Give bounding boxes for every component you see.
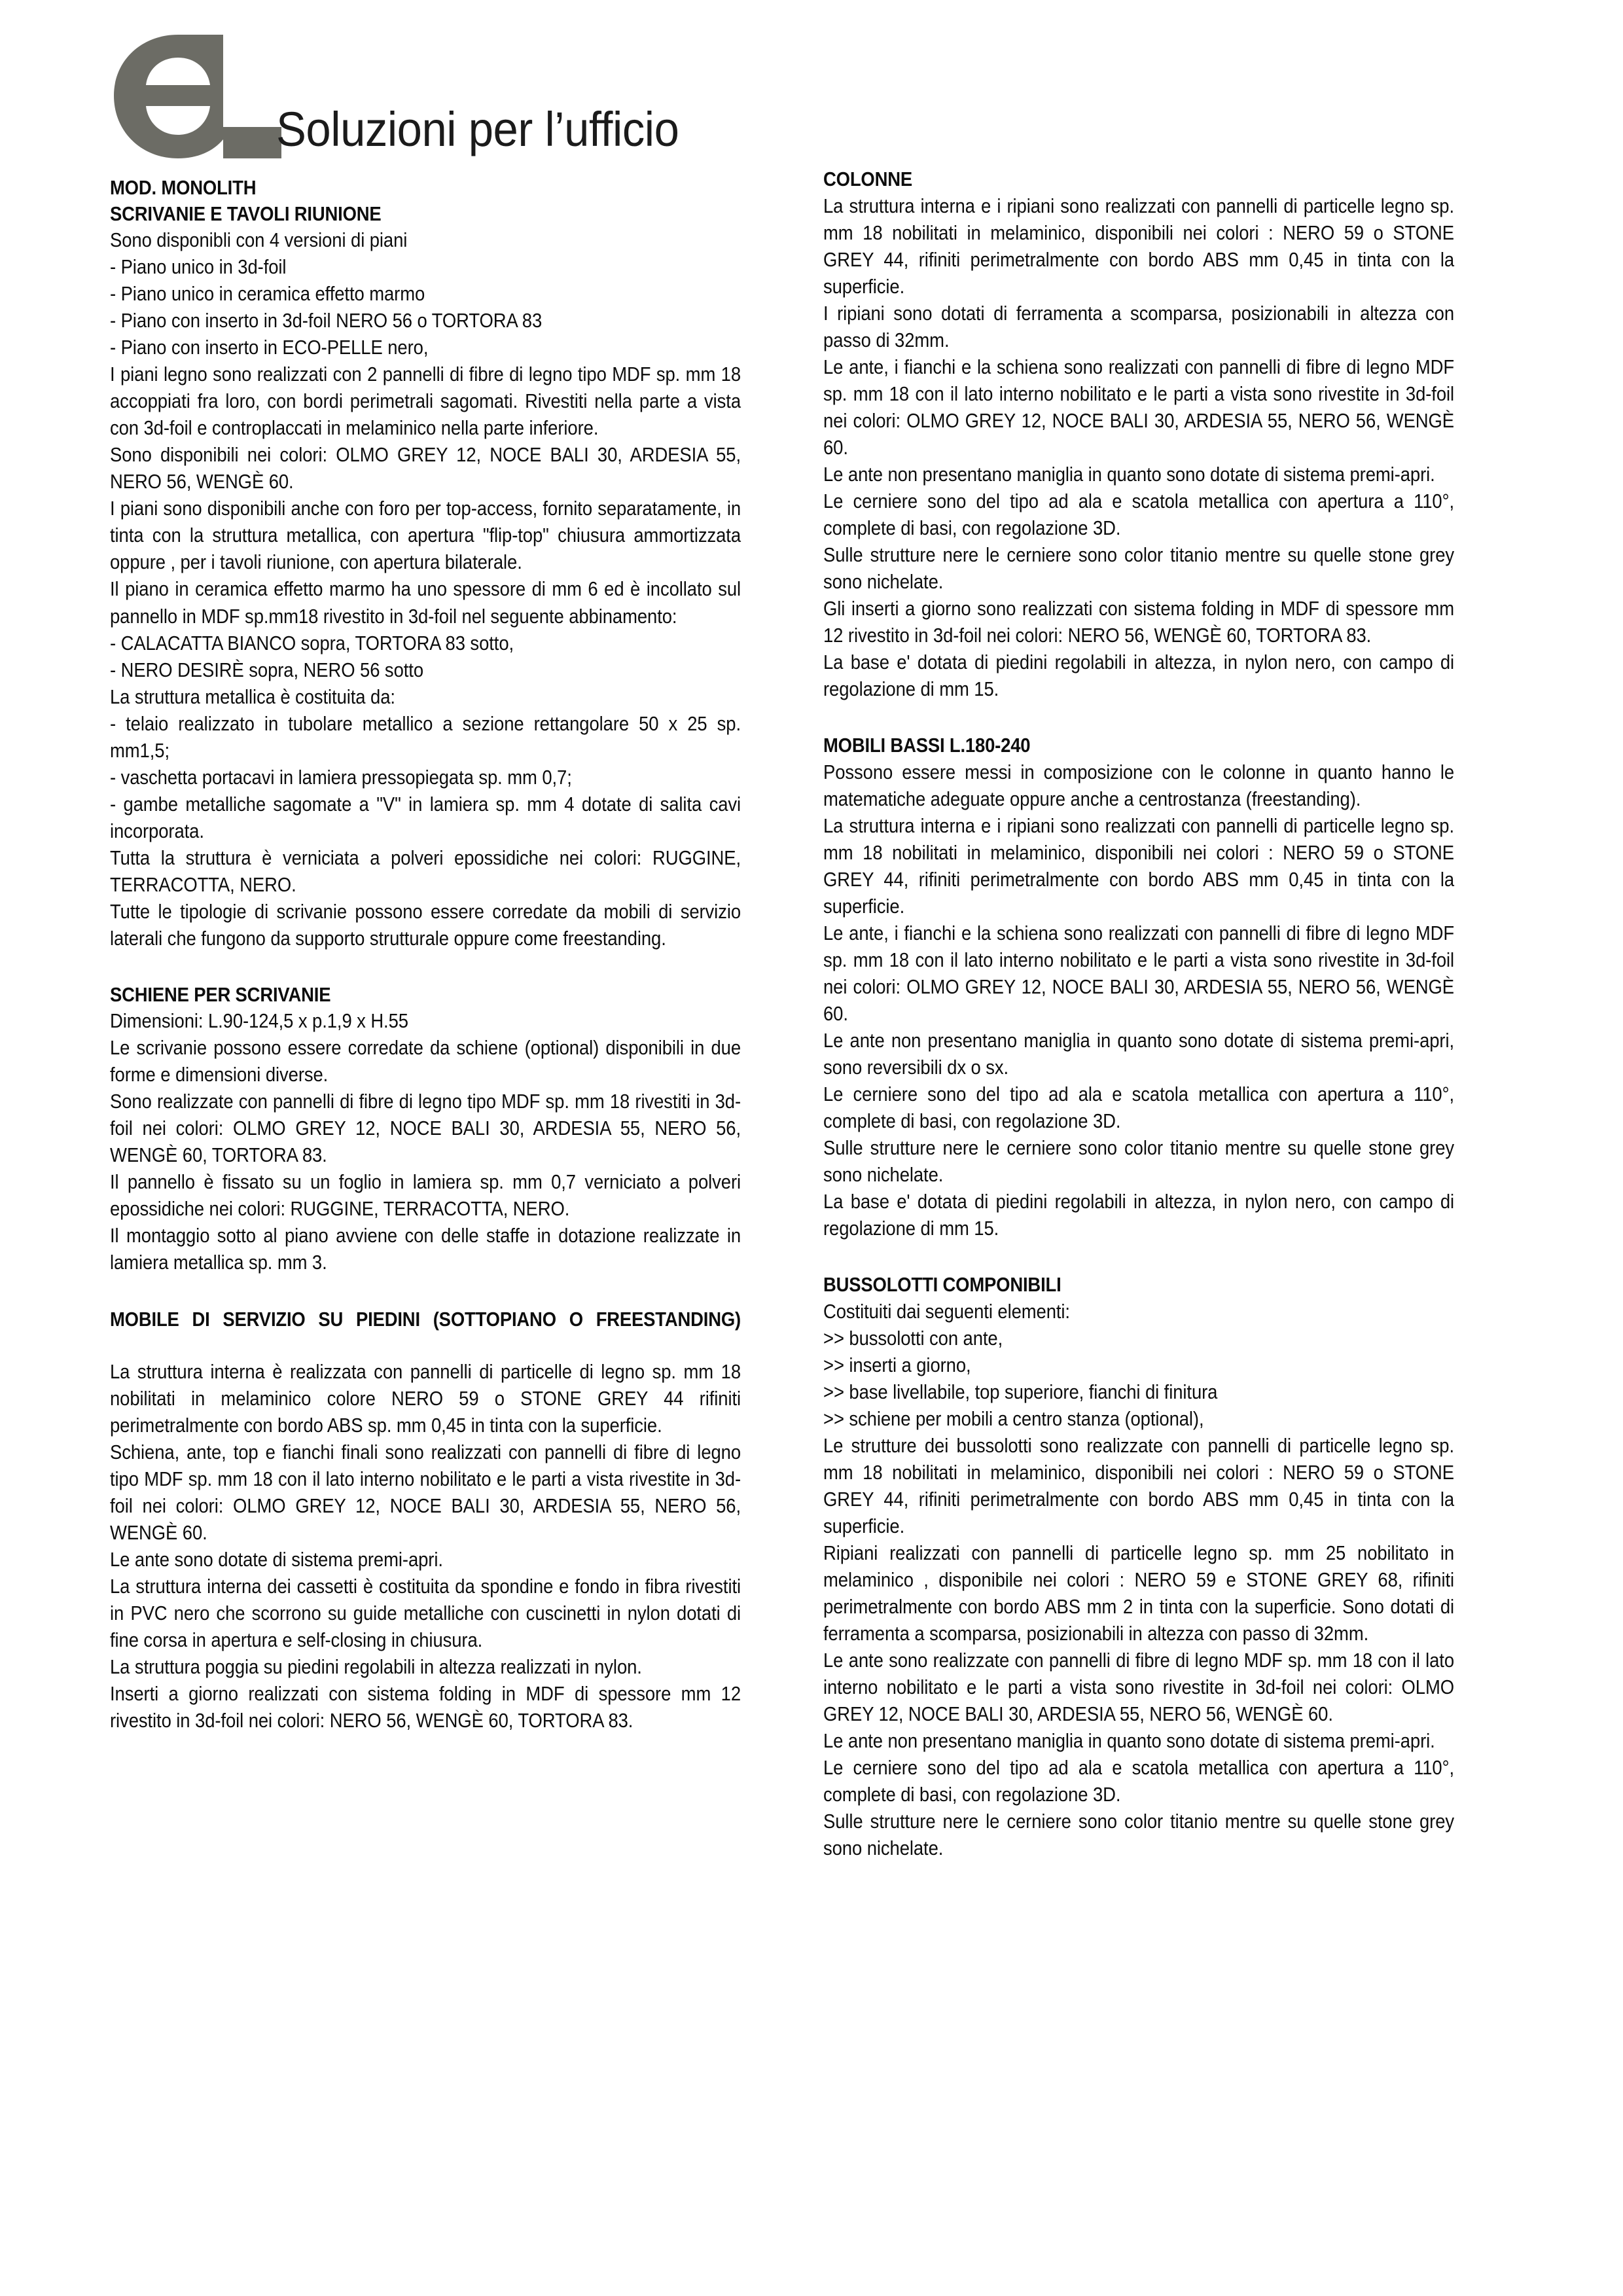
- paragraph: La struttura metallica è costituita da:: [110, 685, 395, 708]
- list-item: >> bussolotti con ante,: [823, 1327, 1003, 1350]
- paragraph: Le strutture dei bussolotti sono realizzate con pannelli di particelle legno sp. mm 18 nobilitati in melaminico, disponibili nei colori : NERO 59 o STONE GREY 44, rifiniti perimetralmente con bordo ABS mm 0,45 in tinta con la superficie.: [823, 1434, 1455, 1537]
- list-item: - Piano con inserto in 3d-foil NERO 56 o TORTORA 83: [110, 310, 543, 332]
- list-item: - telaio realizzato in tubolare metallico a sezione rettangolare 50 x 25 sp. mm1,5;: [110, 712, 741, 762]
- paragraph: Le scrivanie possono essere corredate da schiene (optional) disponibili in due forme e dimensioni diverse.: [110, 1037, 741, 1086]
- paragraph: Sulle strutture nere le cerniere sono color titanio mentre su quelle stone grey sono nichelate.: [823, 543, 1455, 593]
- list-item: - Piano con inserto in ECO-PELLE nero,: [110, 336, 429, 359]
- left-column: [110, 175, 741, 1734]
- paragraph: Sulle strutture nere le cerniere sono color titanio mentre su quelle stone grey sono nichelate.: [823, 1136, 1455, 1186]
- paragraph: La struttura interna e i ripiani sono realizzati con pannelli di particelle legno sp. mm 18 nobilitati in melaminico, disponibili nei colori : NERO 59 o STONE GREY 44, rifiniti perimetralmente con bordo ABS mm 0,45 in tinta con la superficie.: [823, 194, 1455, 298]
- heading-bussolotti-componibili: BUSSOLOTTI COMPONIBILI: [823, 1273, 1061, 1296]
- heading-mobile-di-servizio: MOBILE DI SERVIZIO SU PIEDINI (SOTTOPIANO O FREESTANDING): [110, 1308, 741, 1331]
- heading-schiene-per-scrivanie: SCHIENE PER SCRIVANIE: [110, 983, 331, 1006]
- paragraph: Il pannello è fissato su un foglio in lamiera sp. mm 0,7 verniciato a polveri epossidiche nei colori: RUGGINE, TERRACOTTA, NERO.: [110, 1171, 741, 1221]
- paragraph: Le cerniere sono del tipo ad ala e scatola metallica con apertura a 110°, complete di basi, con regolazione 3D.: [823, 1756, 1455, 1806]
- paragraph: Le cerniere sono del tipo ad ala e scatola metallica con apertura a 110°, complete di basi, con regolazione 3D.: [823, 1083, 1455, 1132]
- list-item: - NERO DESIRÈ sopra, NERO 56 sotto: [110, 658, 423, 681]
- paragraph: Le ante non presentano maniglia in quanto sono dotate di sistema premi-apri, sono reversibili dx o sx.: [823, 1029, 1455, 1079]
- list-item: - CALACATTA BIANCO sopra, TORTORA 83 sotto,: [110, 632, 514, 655]
- paragraph: Sulle strutture nere le cerniere sono color titanio mentre su quelle stone grey sono nichelate.: [823, 1810, 1455, 1859]
- paragraph: I piani legno sono realizzati con 2 pannelli di fibre di legno tipo MDF sp. mm 18 accoppiati fra loro, con bordi perimetrali sagomati. Rivestiti nella parte a vista con 3d-foil e controplaccati in melaminico nella parte inferiore.: [110, 363, 741, 440]
- paragraph: La struttura interna e i ripiani sono realizzati con pannelli di particelle legno sp. mm 18 nobilitati in melaminico, disponibili nei colori : NERO 59 o STONE GREY 44, rifiniti perimetralmente con bordo ABS mm 0,45 in tinta con la superficie.: [823, 814, 1455, 918]
- paragraph: Le cerniere sono del tipo ad ala e scatola metallica con apertura a 110°, complete di basi, con regolazione 3D.: [823, 490, 1455, 539]
- section-spacer: [823, 1242, 1455, 1272]
- paragraph: Sono disponibli con 4 versioni di piani: [110, 229, 408, 252]
- list-item: >> base livellabile, top superiore, fianchi di finitura: [823, 1380, 1218, 1403]
- paragraph: Le ante non presentano maniglia in quanto sono dotate di sistema premi-apri.: [823, 1729, 1435, 1752]
- paragraph: Schiena, ante, top e fianchi finali sono realizzati con pannelli di fibre di legno tipo MDF sp. mm 18 con il lato interno nobilitato e le parti a vista rivestite in 3d-foil nei colori: OLMO GREY 12, NOCE BALI 30, ARDESIA 55, NERO 56, WENGÈ 60.: [110, 1441, 741, 1544]
- list-item: - vaschetta portacavi in lamiera pressopiegata sp. mm 0,7;: [110, 766, 572, 789]
- heading-mobili-bassi: MOBILI BASSI L.180-240: [823, 734, 1031, 757]
- paragraph: La struttura interna dei cassetti è costituita da spondine e fondo in fibra rivestiti in PVC nero che scorrono su guide metalliche con cuscinetti in nylon dotati di fine corsa in apertura e self-closing in chiusura.: [110, 1575, 741, 1651]
- paragraph: Le ante non presentano maniglia in quanto sono dotate di sistema premi-apri.: [823, 463, 1435, 486]
- paragraph: I piani sono disponibili anche con foro per top-access, fornito separatamente, in tinta con la struttura metallica, con apertura "flip-top" chiusura ammortizzata oppure , per i tavoli riunione, con apertura bilaterale.: [110, 497, 741, 574]
- section-spacer: [110, 1277, 741, 1307]
- paragraph: La struttura poggia su piedini regolabili in altezza realizzati in nylon.: [110, 1655, 642, 1678]
- right-column: [823, 167, 1455, 1862]
- paragraph: Le ante, i fianchi e la schiena sono realizzati con pannelli di fibre di legno MDF sp. mm 18 con il lato interno nobilitato e le parti a vista sono rivestite in 3d-foil nei colori: OLMO GREY 12, NOCE BALI 30, ARDESIA 55, NERO 56, WENGÈ 60.: [823, 355, 1455, 459]
- list-item: - Piano unico in 3d-foil: [110, 256, 287, 279]
- paragraph: Tutta la struttura è verniciata a polveri epossidiche nei colori: RUGGINE, TERRACOTTA, NERO.: [110, 846, 741, 896]
- list-item: - gambe metalliche sagomate a "V" in lamiera sp. mm 4 dotate di salita cavi incorporata.: [110, 793, 741, 842]
- section-spacer: [823, 703, 1455, 733]
- paragraph: Le ante, i fianchi e la schiena sono realizzati con pannelli di fibre di legno MDF sp. mm 18 con il lato interno nobilitato e le parti a vista sono rivestite in 3d-foil nei colori: OLMO GREY 12, NOCE BALI 30, ARDESIA 55, NERO 56, WENGÈ 60.: [823, 922, 1455, 1025]
- heading-scrivanie-tavoli: SCRIVANIE E TAVOLI RIUNIONE: [110, 202, 382, 225]
- paragraph: Le ante sono dotate di sistema premi-apri.: [110, 1548, 443, 1571]
- list-item: - Piano unico in ceramica effetto marmo: [110, 283, 425, 306]
- paragraph: I ripiani sono dotati di ferramenta a scomparsa, posizionabili in altezza con passo di 32mm.: [823, 302, 1455, 351]
- paragraph: Il piano in ceramica effetto marmo ha uno spessore di mm 6 ed è incollato sul pannello in MDF sp.mm18 rivestito in 3d-foil nel seguente abbinamento:: [110, 578, 741, 628]
- logo-tagline: Soluzioni per l’ufficio: [276, 102, 679, 156]
- heading-mod-monolith: MOD. MONOLITH: [110, 177, 257, 199]
- paragraph: La struttura interna è realizzata con pannelli di particelle di legno sp. mm 18 nobilitati in melaminico colore NERO 59 o STONE GREY 44 rifiniti perimetralmente con bordo ABS sp. mm 0,45 in tinta con la superficie.: [110, 1360, 741, 1437]
- section-spacer: [110, 952, 741, 982]
- paragraph: Costituiti dai seguenti elementi:: [823, 1300, 1070, 1323]
- paragraph: Inserti a giorno realizzati con sistema folding in MDF di spessore mm 12 rivestito in 3d-foil nei colori: NERO 56, WENGÈ 60, TORTORA 83.: [110, 1682, 741, 1732]
- paragraph: Il montaggio sotto al piano avviene con delle staffe in dotazione realizzate in lamiera metallica sp. mm 3.: [110, 1225, 741, 1274]
- paragraph: Le ante sono realizzate con pannelli di fibre di legno MDF sp. mm 18 con il lato interno nobilitato e le parti a vista sono rivestite in 3d-foil nei colori: OLMO GREY 12, NOCE BALI 30, ARDESIA 55, NERO 56, WENGÈ 60.: [823, 1649, 1455, 1725]
- heading-colonne: COLONNE: [823, 168, 912, 190]
- paragraph: Sono realizzate con pannelli di fibre di legno tipo MDF sp. mm 18 rivestiti in 3d-foil nei colori: OLMO GREY 12, NOCE BALI 30, ARDESIA 55, NERO 56, WENGÈ 60, TORTORA 83.: [110, 1090, 741, 1167]
- paragraph: Dimensioni: L.90-124,5 x p.1,9 x H.55: [110, 1010, 408, 1033]
- paragraph: Possono essere messi in composizione con le colonne in quanto hanno le matematiche adeguate oppure anche a centrostanza (freestanding).: [823, 761, 1455, 810]
- paragraph: Ripiani realizzati con pannelli di particelle legno sp. mm 25 nobilitato in melaminico , disponibile nei colori : NERO 59 e STONE GREY 68, rifiniti perimetralmente con bordo ABS mm 2 in tinta con la superficie. Sono dotati di ferramenta a scomparsa, posizionabili in altezza con passo di 32mm.: [823, 1541, 1455, 1645]
- list-item: >> schiene per mobili a centro stanza (optional),: [823, 1407, 1204, 1430]
- list-item: >> inserti a giorno,: [823, 1354, 971, 1376]
- paragraph: Sono disponibili nei colori: OLMO GREY 12, NOCE BALI 30, ARDESIA 55, NERO 56, WENGÈ 60.: [110, 444, 741, 493]
- paragraph: La base e' dotata di piedini regolabili in altezza, in nylon nero, con campo di regolazione di mm 15.: [823, 651, 1455, 700]
- paragraph: Gli inserti a giorno sono realizzati con sistema folding in MDF di spessore mm 12 rivestito in 3d-foil nei colori: NERO 56, WENGÈ 60, TORTORA 83.: [823, 597, 1455, 647]
- paragraph: La base e' dotata di piedini regolabili in altezza, in nylon nero, con campo di regolazione di mm 15.: [823, 1190, 1455, 1240]
- paragraph: Tutte le tipologie di scrivanie possono essere corredate da mobili di servizio laterali che fungono da supporto strutturale oppure come freestanding.: [110, 900, 741, 950]
